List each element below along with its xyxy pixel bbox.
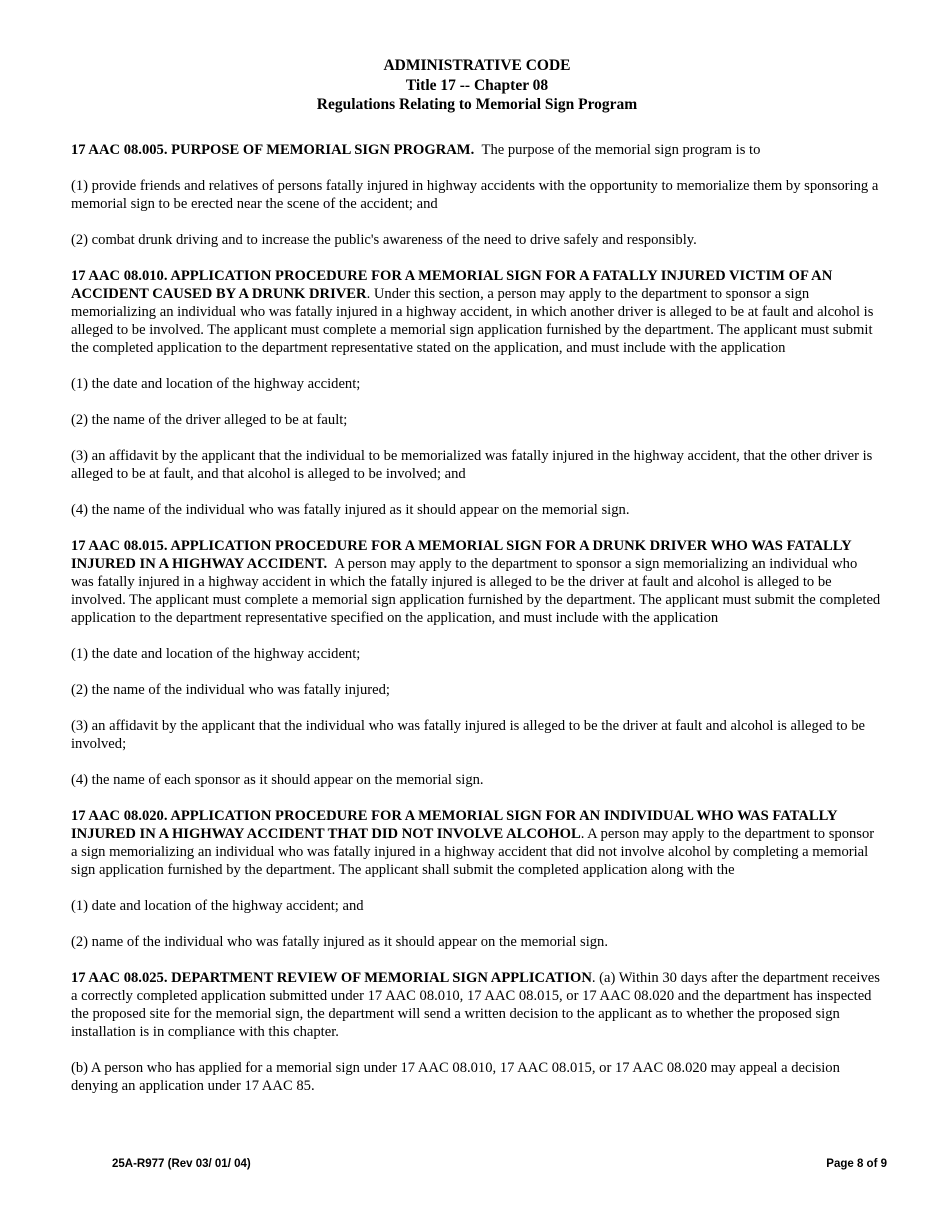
- section-015-item: (3) an affidavit by the applicant that the individual who was fatally injured is alleged to be the driver at fault and alcohol is alleged to be involved;: [71, 717, 866, 752]
- form-id: 25A-R977 (Rev 03/ 01/ 04): [112, 1158, 251, 1170]
- section-025-intro-text: . (a) Within 30 days after the department receives a correctly completed application submitted under 17 AAC 08.010, 17 AAC 08.015, or 17 AAC 08.020 and the department has inspected the proposed site for the memorial sign, the department will send a written decision to the applicant as to whether the proposed sign installation is in compliance with this chapter.: [71, 969, 880, 1040]
- section-010-heading: 17 AAC 08.010. APPLICATION PROCEDURE FOR A MEMORIAL SIGN FOR A FATALLY INJURED VICTIM OF AN ACCIDENT CAUSED BY A DRUNK DRIVER: [71, 267, 833, 302]
- header-subtitle: Regulations Relating to Memorial Sign Program: [316, 96, 638, 113]
- section-020-intro: [71, 807, 883, 879]
- section-010-item: (2) the name of the driver alleged to be at fault;: [71, 411, 348, 428]
- header-chapter: Title 17 -- Chapter 08: [405, 76, 549, 94]
- section-005-intro-text: The purpose of the memorial sign program is to: [481, 141, 761, 158]
- section-015-intro-text: A person may apply to the department to sponsor a sign memorializing an individual who was fatally injured in a highway accident in which the fatally injured is alleged to be the driver at fault and alcohol is alleged to be involved. The applicant must complete a memorial sign application furnished by the department. The applicant must submit the completed application to the department representative specified on the application, and must include with the application: [71, 555, 881, 626]
- section-025-item: (b) A person who has applied for a memorial sign under 17 AAC 08.010, 17 AAC 08.015, or 17 AAC 08.020 may appeal a decision denying an application under 17 AAC 85.: [71, 1059, 840, 1094]
- section-010-item: (3) an affidavit by the applicant that the individual to be memorialized was fatally injured in the highway accident, that the other driver is alleged to be at fault, and that alcohol is alleged to be involved; and: [71, 447, 873, 482]
- section-025-intro: [71, 969, 883, 1041]
- section-005-heading: 17 AAC 08.005. PURPOSE OF MEMORIAL SIGN PROGRAM.: [71, 141, 475, 158]
- section-015-item: (4) the name of each sponsor as it should appear on the memorial sign.: [71, 771, 484, 788]
- section-005-intro: [71, 141, 883, 159]
- page-number: Page 8 of 9: [826, 1158, 887, 1170]
- section-010-item: (1) the date and location of the highway accident;: [71, 375, 361, 392]
- section-010-intro: [71, 267, 883, 357]
- section-005-item: (2) combat drunk driving and to increase the public's awareness of the need to drive safely and responsibly.: [71, 231, 697, 248]
- section-005-item: (1) provide friends and relatives of persons fatally injured in highway accidents with the opportunity to memorialize them by sponsoring a memorial sign to be erected near the scene of the accident; and: [71, 177, 879, 212]
- section-015-intro: [71, 537, 883, 627]
- section-010-intro-text: . Under this section, a person may apply to the department to sponsor a sign memorializing an individual who was fatally injured in a highway accident, in which another driver is alleged to be at fault and alcohol is alleged to be involved. The applicant must complete a memorial sign application furnished by the department. The applicant must submit the completed application to the department representative stated on the application, and must include with the application: [71, 285, 874, 356]
- section-020-intro-text: . A person may apply to the department to sponsor a sign memorializing an individual who was fatally injured in a highway accident that did not involve alcohol by completing a memorial sign application furnished by the department. The applicant shall submit the completed application along with the: [71, 825, 875, 878]
- section-015-item: (1) the date and location of the highway accident;: [71, 645, 361, 662]
- document-page: [71, 56, 883, 1113]
- section-020-item: (1) date and location of the highway accident; and: [71, 897, 364, 914]
- section-015-heading: 17 AAC 08.015. APPLICATION PROCEDURE FOR A MEMORIAL SIGN FOR A DRUNK DRIVER WHO WAS FATALLY INJURED IN A HIGHWAY ACCIDENT.: [71, 537, 852, 572]
- section-020-heading: 17 AAC 08.020. APPLICATION PROCEDURE FOR A MEMORIAL SIGN FOR AN INDIVIDUAL WHO WAS FATALLY INJURED IN A HIGHWAY ACCIDENT THAT DID NOT INVOLVE ALCOHOL: [71, 807, 837, 842]
- section-010-item: (4) the name of the individual who was fatally injured as it should appear on the memorial sign.: [71, 501, 630, 518]
- document-header: [71, 56, 883, 115]
- header-title: ADMINISTRATIVE CODE: [383, 57, 571, 74]
- section-025-heading: 17 AAC 08.025. DEPARTMENT REVIEW OF MEMORIAL SIGN APPLICATION: [71, 969, 592, 986]
- section-015-item: (2) the name of the individual who was fatally injured;: [71, 681, 390, 698]
- section-020-item: (2) name of the individual who was fatally injured as it should appear on the memorial sign.: [71, 933, 608, 950]
